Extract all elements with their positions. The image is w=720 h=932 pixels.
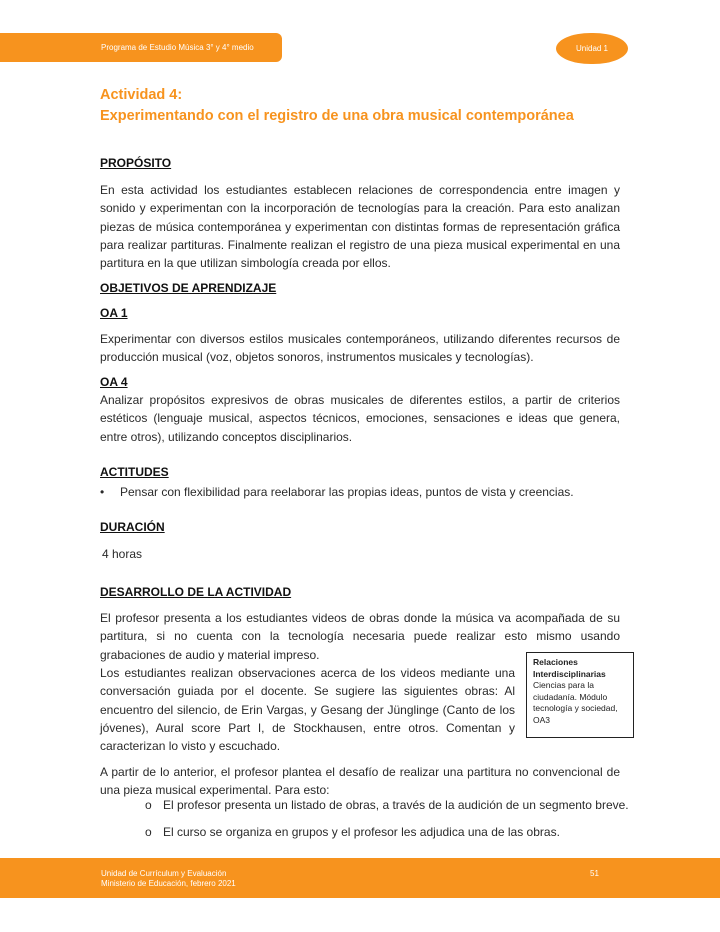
footer-ministry: Ministerio de Educación, febrero 2021 bbox=[101, 879, 236, 888]
duracion-heading: DURACIÓN bbox=[100, 520, 165, 534]
oa4-label: OA 4 bbox=[100, 375, 128, 389]
desarrollo-paragraph-2: A partir de lo anterior, el profesor plantea el desafío de realizar una partitura no convencional de una pieza musical experimental. Para esto: bbox=[100, 765, 620, 798]
duracion-value: 4 horas bbox=[102, 547, 143, 561]
desarrollo-sub-item-1 bbox=[145, 798, 629, 812]
proposito-text: En esta actividad los estudiantes establecen relaciones de correspondencia entre imagen y sonido y experimentan con la incorporación de tecnologías para la creación. Para esto analizan piezas de música contemporánea y experimentan con distintas formas de representación gráfica para realizar partituras. Finalmente realizan el registro de una pieza musical experimental en una partitura en la que utilizan simbología creada por ellos. bbox=[100, 183, 620, 271]
footer-unit: Unidad de Currículum y Evaluación bbox=[101, 869, 227, 878]
sub-item-2-text: El curso se organiza en grupos y el profesor les adjudica una de las obras. bbox=[163, 825, 560, 839]
proposito-heading: PROPÓSITO bbox=[100, 156, 172, 170]
interdisciplinary-text: Ciencias para la ciudadanía. Módulo tecnología y sociedad, OA3 bbox=[533, 680, 618, 725]
oa1-text: Experimentar con diversos estilos musicales contemporáneos, utilizando diferentes recursos de producción musical (voz, objetos sonoros, instrumentos musicales y tecnologías). bbox=[100, 332, 620, 365]
footer-bar bbox=[0, 858, 720, 898]
actitudes-item-text: Pensar con flexibilidad para reelaborar las propias ideas, puntos de vista y creencias. bbox=[120, 485, 574, 499]
interdisciplinary-title: Relaciones Interdisciplinarias bbox=[533, 657, 606, 679]
footer-credits bbox=[101, 869, 236, 889]
desarrollo-paragraph-1-narrow: Los estudiantes realizan observaciones acerca de los videos mediante una conversación guiada por el docente. Se sugiere las siguientes obras: Al encuentro del silencio, de Erin Vargas, y Gesang der Jünglinge (Canto de los jóvenes), Aural score Part I, de Stockhausen, entre otros. Comentan y caracterizan lo visto y escuchado. bbox=[100, 666, 515, 754]
actitudes-heading: ACTITUDES bbox=[100, 465, 169, 479]
desarrollo-p1-full: El profesor presenta a los estudiantes videos de obras donde la música va acompañada de su partitura, si no cuenta con la tecnología necesaria puede realizar esto mismo usando grabaciones de audio y material impreso. bbox=[100, 611, 620, 662]
header-bar bbox=[0, 33, 282, 62]
oa1-label: OA 1 bbox=[100, 306, 128, 320]
activity-title bbox=[100, 85, 640, 127]
sub-item-1-text: El profesor presenta un listado de obras, a través de la audición de un segmento breve. bbox=[163, 798, 629, 812]
unit-badge: Unidad 1 bbox=[556, 33, 628, 64]
interdisciplinary-box bbox=[526, 652, 634, 738]
actitudes-item bbox=[100, 485, 574, 499]
circle-bullet-icon: o bbox=[145, 825, 152, 839]
program-title: Programa de Estudio Música 3° y 4° medio bbox=[101, 43, 254, 52]
desarrollo-sub-item-2 bbox=[145, 825, 560, 839]
desarrollo-heading: DESARROLLO DE LA ACTIVIDAD bbox=[100, 585, 292, 599]
bullet-icon: • bbox=[100, 485, 105, 499]
circle-bullet-icon: o bbox=[145, 798, 152, 812]
activity-number: Actividad 4: bbox=[100, 87, 183, 103]
oa4-text: Analizar propósitos expresivos de obras musicales de diferentes estilos, a partir de criterios estéticos (lenguaje musical, aspectos técnicos, emociones, sensaciones e ideas que genera, entre otros), utilizando conceptos disciplinarios. bbox=[100, 393, 620, 444]
page-number: 51 bbox=[590, 869, 599, 878]
activity-name: Experimentando con el registro de una obra musical contemporánea bbox=[100, 108, 574, 124]
objetivos-heading: OBJETIVOS DE APRENDIZAJE bbox=[100, 281, 277, 295]
